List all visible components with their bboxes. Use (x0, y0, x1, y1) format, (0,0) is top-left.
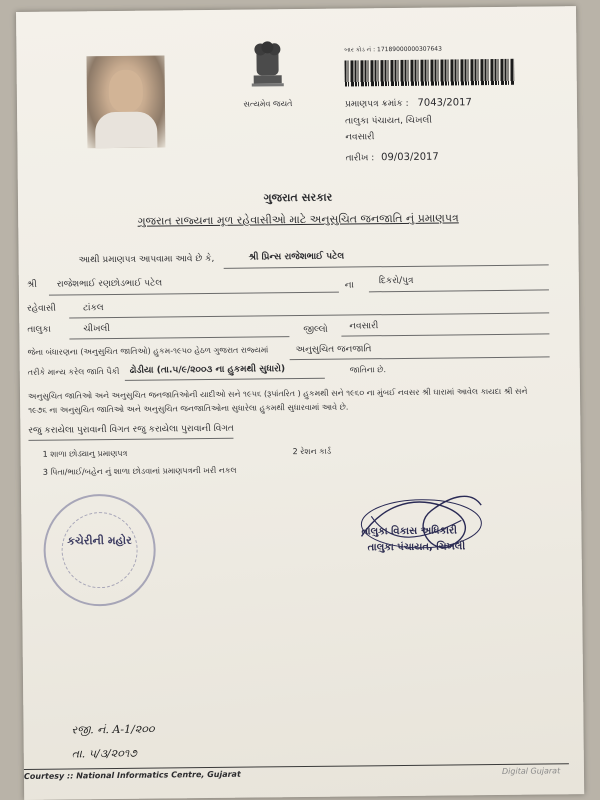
government-title: ગુજરાત સરકાર (263, 190, 333, 205)
parent-name-underline (49, 292, 339, 296)
footer-rule (24, 763, 569, 770)
evidence-heading: રજુ કરાયેલા પુરાવાની વિગત રજુ કરાયેલા પુરાવાની વિગત (28, 423, 234, 436)
emblem-caption: સત્યમેવ જયતે (243, 99, 293, 109)
district-underline (341, 333, 549, 336)
taluka-underline (69, 336, 289, 339)
applicant-name: શ્રી પ્રિન્સ રાજેશભાઈ પટેલ (248, 251, 345, 263)
caste: ઢોડીયા (તા.૫/૯/૨૦૦૩ ના હુકમથી સુધારો) (129, 364, 286, 376)
barcode (345, 59, 515, 87)
applicant-name-underline (224, 264, 549, 268)
certificate-number-label: પ્રમાણપત્ર ક્રમાંક : (344, 98, 409, 110)
act-text: જેના બંધારણના (અનુસુચિત જાતિઓ) હુકમ-૧૯૫૦ હેઠળ ગુજરાત રાજ્યમાં (27, 345, 269, 357)
shri-label: શ્રી (26, 279, 37, 290)
issue-date: 09/03/2017 (381, 151, 439, 164)
office-line-1: તાલુકા પંચાયત, ચિખલી (345, 115, 432, 127)
office-seal-label: કચેરીની મહોર (67, 533, 132, 548)
evidence-item: 2 રેશન કાર્ડ (292, 446, 332, 457)
office-line-2: નવસારી (345, 132, 375, 143)
legal-paragraph: અનુસુચિત જાતિઓ અને અનુસુચિત જનજાતિઓની યાદીઓ સને ૧૯૫૬ (રૂપાંતરિત ) હુકમથી સને ૧૯૬૦ ના મુંબઈ નવસર શ્રી ઘારામાં આવેલ કાયદા શ્રી સને ૧૯૭૬ ના અનુસુચિત જાતિઓ અને અનુસુચિત જનજાતિઓના સુધારેલા હુકમથી સુધારવામાં આવે છે. (27, 386, 528, 415)
relation: દિકરો/પુત્ર (378, 275, 414, 287)
category-underline (290, 356, 550, 360)
serial-label: બાર કોડ નં (344, 46, 372, 54)
office-seal-inner-ring (61, 512, 138, 589)
photo-shirt (95, 112, 157, 149)
relation-label: ના (344, 280, 354, 291)
handwritten-registration: રજી. નં. A-1/૨૦૦ (71, 722, 155, 737)
national-emblem-icon (248, 39, 287, 95)
applicant-photo (86, 55, 165, 148)
intro-text: આથી પ્રમાણપત્ર આપવામા આવે છે કે, (78, 253, 215, 266)
evidence-item: 3 પિતા/ભાઈ/બહેન નું શાળા છોડવાનાં પ્રમાણપત્રની ખરી નકલ (42, 465, 237, 477)
footer-courtesy: Courtesy :: National Informatics Centre, Gujarat (23, 769, 241, 781)
district-label: જીલ્લો (303, 324, 328, 336)
signatory-designation: તાલુકા વિકાસ અધિકારી (361, 525, 458, 538)
resident-label: રહેવાસી (27, 303, 56, 314)
certificate-page (16, 6, 584, 800)
taluka-label: તાલુકા (27, 324, 51, 335)
footer-right: Digital Gujarat (501, 766, 561, 776)
evidence-item: 1 શાળા છોડ્યાનુ પ્રમાણપત્ર (42, 448, 128, 459)
village-underline (69, 312, 549, 318)
date-row (345, 152, 438, 164)
serial-line (344, 46, 442, 55)
photo-face (109, 70, 143, 112)
caste-underline (125, 378, 325, 381)
recognized-label: તરીકે માન્ય કરેલ જાતિ પૈકી (27, 366, 120, 377)
certificate-heading: ગુજરાત રાજ્યના મૂળ રહેવાસીઓ માટે અનુસુચિત જનજાતિ નું પ્રમાણપત્ર (137, 211, 459, 228)
date-label: તારીખ : (345, 153, 375, 164)
parent-name: રાજેશભાઈ રણછોડભાઈ પટેલ (56, 278, 163, 290)
office-seal (43, 494, 156, 607)
evidence-heading-underline (28, 438, 233, 441)
district: નવસારી (349, 321, 379, 332)
taluka: ચીખલી (83, 324, 110, 335)
handwritten-date: તા. ૫/૩/૨૦૧૭ (71, 746, 137, 761)
certificate-number-row (345, 97, 472, 109)
signatory-office: તાલુકા પંચાયત, ચિખલી (367, 541, 466, 554)
category: અનુસુચિત જનજાતિ (295, 344, 372, 356)
village: ટાંકલ (83, 303, 104, 314)
caste-suffix: જાતિના છે. (349, 365, 387, 375)
certificate-number: 7043/2017 (417, 97, 472, 109)
serial-number: : 17189000000307643 (373, 45, 442, 54)
relation-underline (369, 289, 549, 292)
